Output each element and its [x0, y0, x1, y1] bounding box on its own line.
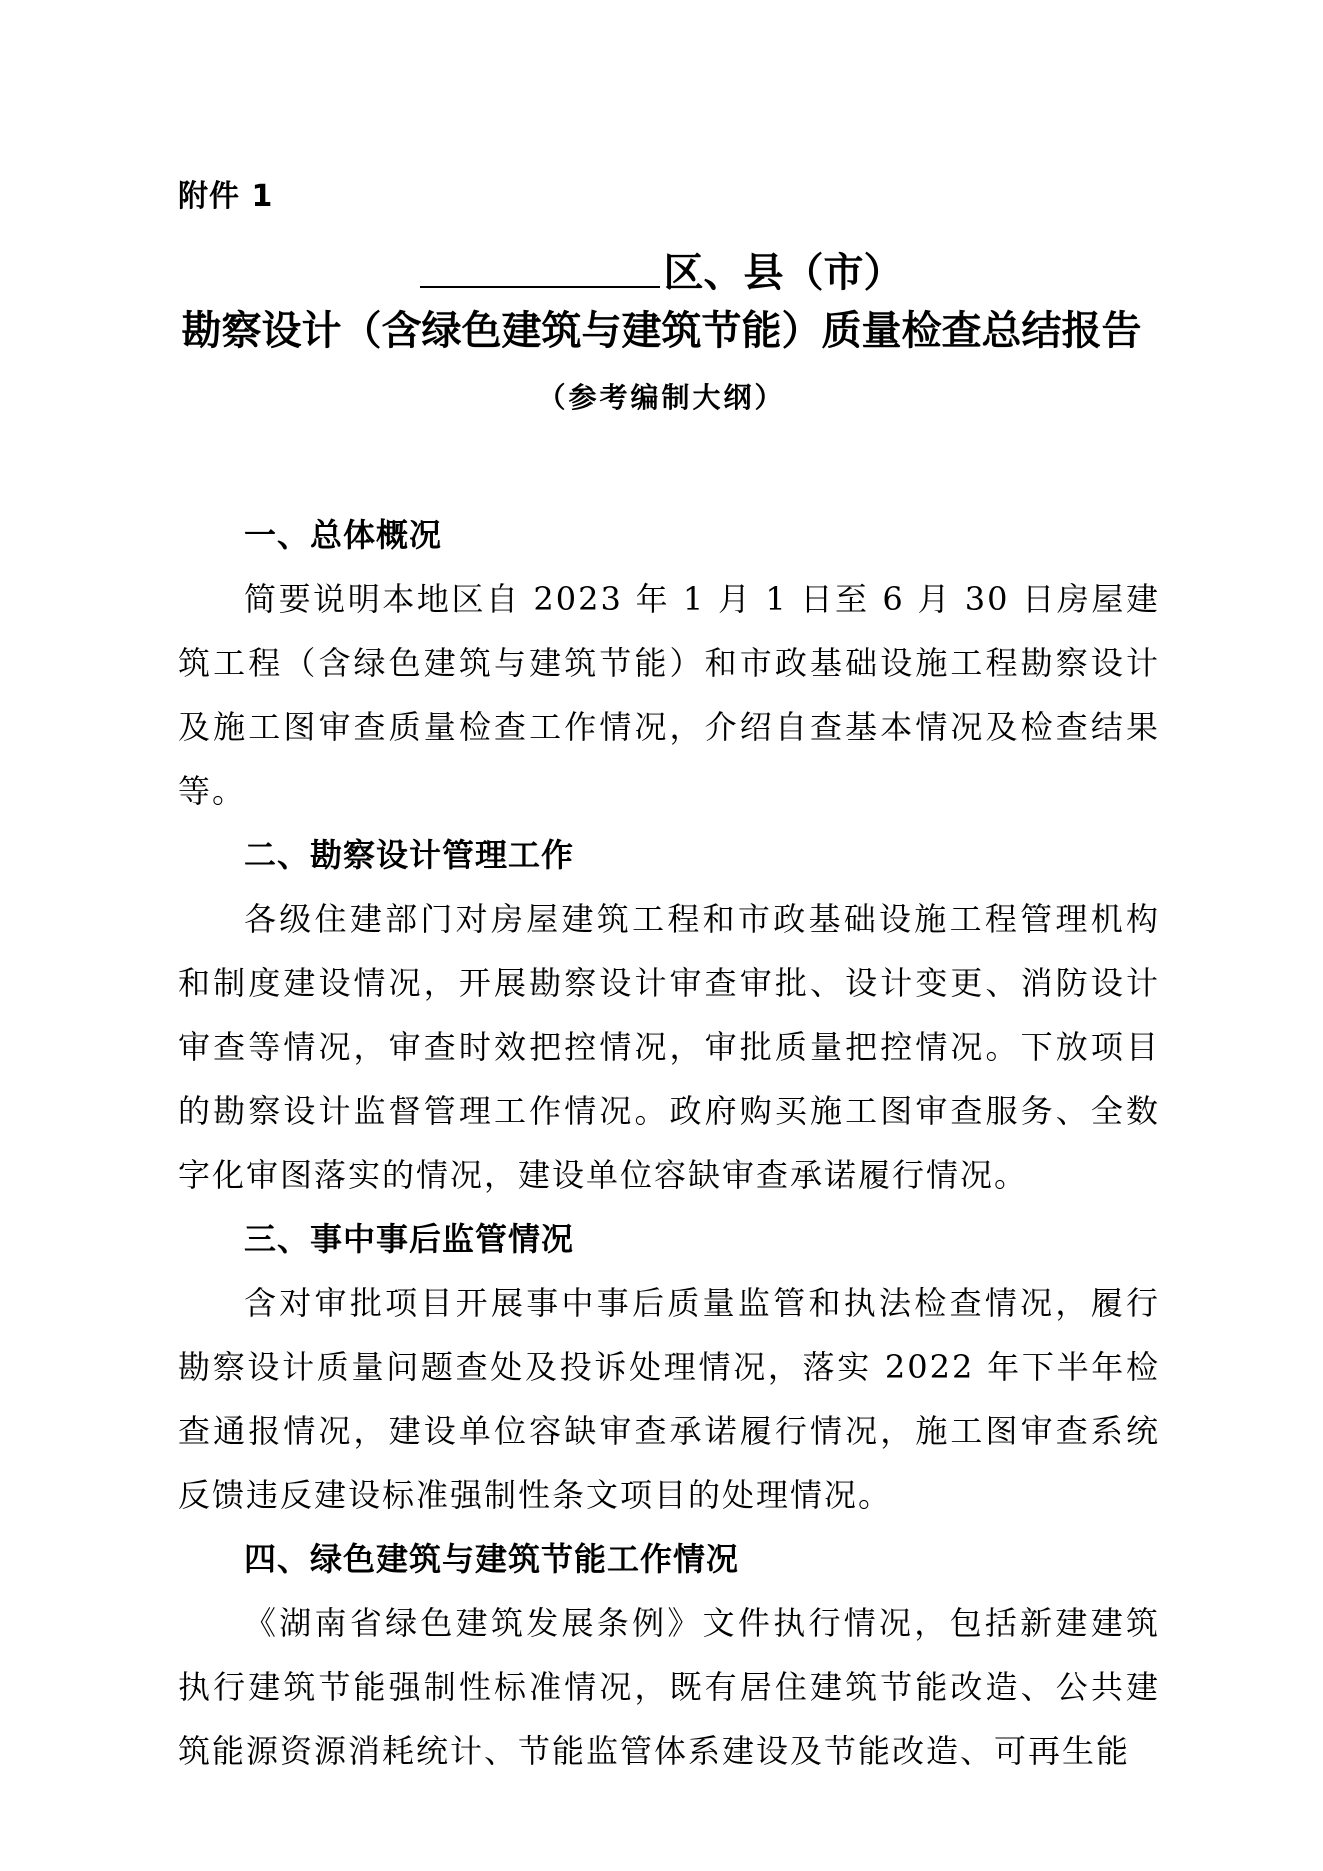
attachment-label: 附件 1 [178, 179, 274, 214]
section-paragraph: 《湖南省绿色建筑发展条例》文件执行情况，包括新建建筑执行建筑节能强制性标准情况，既有居住建筑节能改造、公共建筑能源资源消耗统计、节能监管体系建设及节能改造、可再生能 [178, 1604, 1160, 1770]
section-paragraph: 含对审批项目开展事中事后质量监管和执法检查情况，履行勘察设计质量问题查处及投诉处理情况，落实 2022 年下半年检查通报情况，建设单位容缺审查承诺履行情况，施工图审查系统反馈违反建设标准强制性条文项目的处理情况。 [178, 1284, 1160, 1514]
section-heading: 一、总体概况 [244, 516, 443, 554]
document-body [178, 503, 1160, 1783]
document-title: 勘察设计（含绿色建筑与建筑节能）质量检查总结报告 [181, 308, 1142, 354]
section-heading: 三、事中事后监管情况 [244, 1220, 575, 1258]
section-heading: 二、勘察设计管理工作 [244, 836, 575, 874]
section-paragraph: 各级住建部门对房屋建筑工程和市政基础设施工程管理机构和制度建设情况，开展勘察设计审查审批、设计变更、消防设计审查等情况，审查时效把控情况，审批质量把控情况。下放项目的勘察设计监督管理工作情况。政府购买施工图审查服务、全数字化审图落实的情况，建设单位容缺审查承诺履行情况。 [178, 900, 1160, 1194]
section-paragraph: 简要说明本地区自 2023 年 1 月 1 日至 6 月 30 日房屋建筑工程（含绿色建筑与建筑节能）和市政基础设施工程勘察设计及施工图审查质量检查工作情况，介绍自查基本情况及检查结果等。 [178, 580, 1160, 810]
section-heading: 四、绿色建筑与建筑节能工作情况 [244, 1540, 740, 1578]
title-line-1 [0, 242, 1323, 301]
fill-in-blank [420, 242, 660, 288]
document-subtitle: （参考编制大纲） [537, 381, 786, 414]
title-region-suffix: 区、县（市） [663, 250, 904, 296]
